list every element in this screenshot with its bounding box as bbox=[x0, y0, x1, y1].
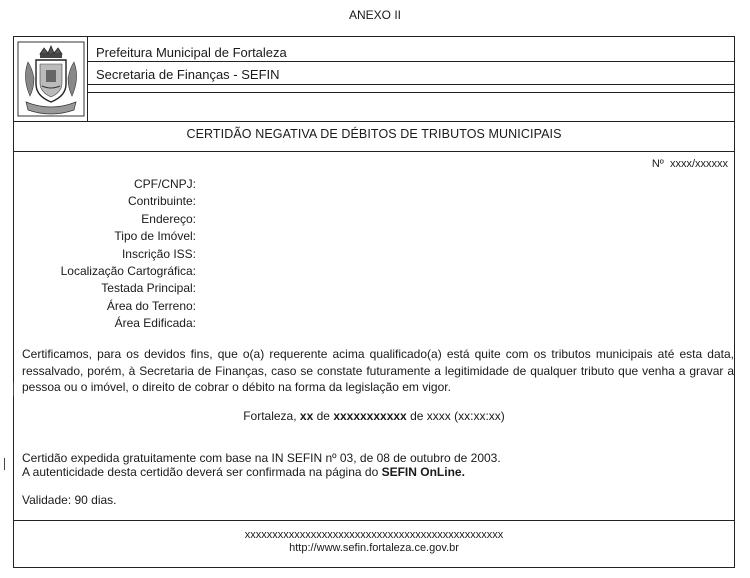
certificate-number-label: Nº bbox=[651, 158, 664, 170]
certificate-number bbox=[652, 158, 728, 170]
field-localizacao: Localização Cartográfica: bbox=[60, 263, 196, 278]
date-line bbox=[13, 409, 735, 423]
field-endereco: Endereço: bbox=[141, 211, 196, 226]
field-inscricao-iss: Inscrição ISS: bbox=[121, 246, 196, 261]
field-tipo-imovel: Tipo de Imóvel: bbox=[114, 229, 196, 244]
logo-divider bbox=[87, 36, 88, 122]
field-area-edificada: Área Edificada: bbox=[114, 316, 196, 331]
sefin-online-name: SEFIN OnLine. bbox=[381, 465, 465, 479]
field-contribuinte: Contribuinte: bbox=[127, 194, 196, 209]
validity-note: Validade: 90 dias. bbox=[22, 493, 117, 507]
date-of-2: de bbox=[410, 409, 424, 423]
taxpayer-fields bbox=[20, 176, 196, 333]
certificate-title: CERTIDÃO NEGATIVA DE DÉBITOS DE TRIBUTOS MUNICIPAIS bbox=[186, 127, 562, 141]
header-divider-1 bbox=[88, 61, 735, 62]
footer-top-rule bbox=[13, 520, 735, 521]
header-divider-3 bbox=[88, 92, 735, 93]
field-testada: Testada Principal: bbox=[101, 281, 196, 296]
footer-url: http://www.sefin.fortaleza.ce.gov.br bbox=[289, 542, 459, 554]
certificate-number-value: xxxx/xxxxxx bbox=[669, 158, 728, 170]
date-year-time: xxxx (xx:xx:xx) bbox=[426, 409, 505, 423]
title-bottom-rule bbox=[13, 151, 735, 152]
scan-mark bbox=[4, 458, 5, 470]
field-cpf-cnpj: CPF/CNPJ: bbox=[133, 177, 196, 191]
date-day: xx bbox=[299, 409, 314, 423]
issuance-line-2 bbox=[22, 465, 501, 479]
organization-name: Prefeitura Municipal de Fortaleza bbox=[96, 45, 287, 60]
issuance-line-2-text: A autenticidade desta certidão deverá ser confirmada na página do bbox=[22, 465, 379, 479]
certification-paragraph: Certificamos, para os devidos fins, que o(a) requerente acima qualificado(a) está quite com os tributos municipais até esta data, ressalvado, porém, à Secretaria de Finanças, caso se constate futuramente a legitimidade de qualquer tributo que venha a gravar a pessoa ou o imóvel, o direito de cobrar o débito na forma da legislação em vigor. bbox=[22, 347, 734, 394]
footer bbox=[13, 529, 735, 555]
footer-code: xxxxxxxxxxxxxxxxxxxxxxxxxxxxxxxxxxxxxxxxxxxxxxx bbox=[244, 529, 504, 541]
date-city: Fortaleza, bbox=[243, 409, 297, 423]
issuance-note bbox=[22, 451, 501, 479]
department-name: Secretaria de Finanças - SEFIN bbox=[96, 67, 280, 82]
date-of-1: de bbox=[316, 409, 330, 423]
annex-title: ANEXO II bbox=[348, 8, 401, 22]
date-month: xxxxxxxxxxx bbox=[333, 409, 407, 423]
header-bottom-rule bbox=[13, 121, 735, 122]
scan-mark bbox=[13, 382, 14, 396]
coat-of-arms-icon bbox=[16, 40, 86, 118]
field-area-terreno: Área do Terreno: bbox=[106, 298, 196, 313]
header-divider-2 bbox=[88, 84, 735, 85]
issuance-line-1: Certidão expedida gratuitamente com base na IN SEFIN nº 03, de 08 de outubro de 2003. bbox=[22, 451, 501, 465]
